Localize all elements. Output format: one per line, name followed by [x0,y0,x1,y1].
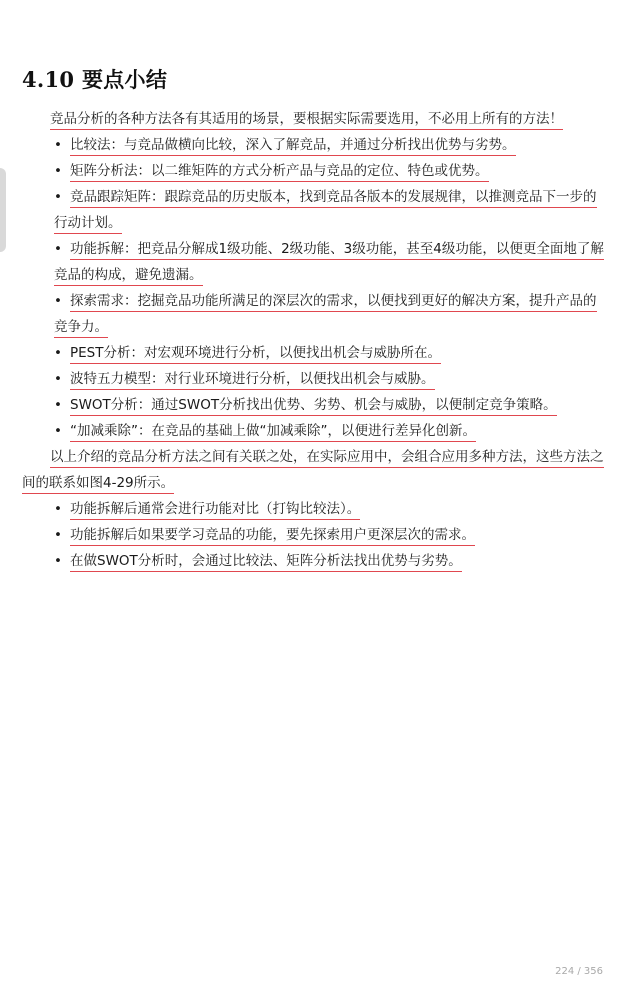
highlight-relation-1: 功能拆解后通常会进行功能对比（打钩比较法）。 [70,501,360,520]
list-item [22,340,606,366]
bullet-icon: • [54,371,62,387]
highlight-method-5: 探索需求：挖掘竞品功能所满足的深层次的需求，以便找到更好的解决方案，提升产品的竞争力。 [54,293,597,338]
list-item [22,548,606,574]
list-item [22,392,606,418]
bullet-icon: • [54,423,62,439]
list-item [22,158,606,184]
bullet-icon: • [54,163,62,179]
highlight-method-2: 矩阵分析法：以二维矩阵的方式分析产品与竞品的定位、特色或优势。 [70,163,489,182]
section-title: 4.10 要点小结 [22,67,168,92]
list-item [22,184,606,236]
page-content [22,106,606,574]
list-item [22,366,606,392]
list-item [22,418,606,444]
bullet-icon: • [54,397,62,413]
bullet-icon: • [54,241,62,257]
highlight-method-6: PEST分析：对宏观环境进行分析，以便找出机会与威胁所在。 [70,345,441,364]
list-item [22,522,606,548]
intro-paragraph [22,106,606,132]
bullet-icon: • [54,501,62,517]
highlight-method-8: SWOT分析：通过SWOT分析找出优势、劣势、机会与威胁，以便制定竞争策略。 [70,397,557,416]
bullet-icon: • [54,527,62,543]
page-indicator: 224 / 356 [555,966,603,977]
highlight-method-1: 比较法：与竞品做横向比较，深入了解竞品，并通过分析找出优势与劣势。 [70,137,516,156]
highlight-relation-3: 在做SWOT分析时，会通过比较法、矩阵分析法找出优势与劣势。 [70,553,462,572]
highlight-method-7: 波特五力模型：对行业环境进行分析，以便找出机会与威胁。 [70,371,435,390]
relation-paragraph [22,444,606,496]
highlight-method-4: 功能拆解：把竞品分解成1级功能、2级功能、3级功能，甚至4级功能，以便更全面地了解竞品的构成，避免遗漏。 [54,241,604,286]
bullet-icon: • [54,293,62,309]
highlight-intro: 竞品分析的各种方法各有其适用的场景，要根据实际需要选用，不必用上所有的方法！ [50,111,563,130]
list-item [22,496,606,522]
list-item [22,236,606,288]
bullet-icon: • [54,553,62,569]
side-drawer-handle[interactable] [0,168,6,252]
list-item [22,288,606,340]
bullet-icon: • [54,345,62,361]
bullet-icon: • [54,137,62,153]
highlight-relation: 以上介绍的竞品分析方法之间有关联之处，在实际应用中，会组合应用多种方法，这些方法之间的联系如图4-29所示。 [22,449,604,494]
highlight-method-3: 竞品跟踪矩阵：跟踪竞品的历史版本，找到竞品各版本的发展规律，以推测竞品下一步的行动计划。 [54,189,597,234]
highlight-method-9: “加减乘除”：在竞品的基础上做“加减乘除”，以便进行差异化创新。 [70,423,476,442]
bullet-icon: • [54,189,62,205]
list-item [22,132,606,158]
highlight-relation-2: 功能拆解后如果要学习竞品的功能，要先探索用户更深层次的需求。 [70,527,475,546]
